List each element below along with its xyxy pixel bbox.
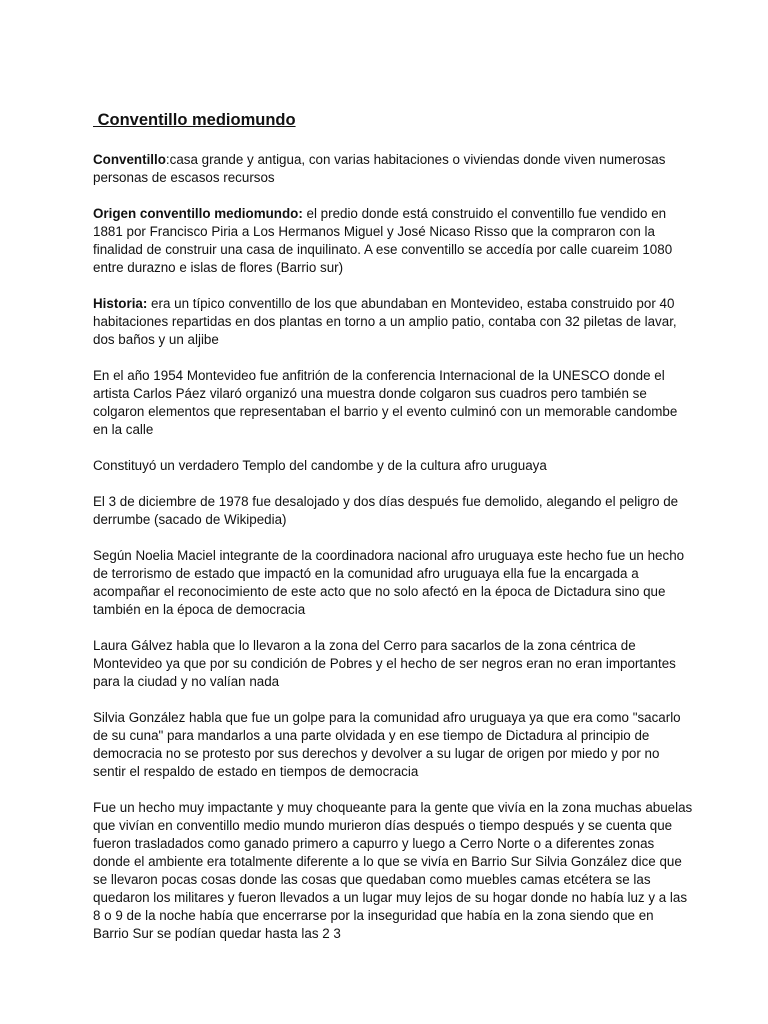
paragraph-templo: Constituyó un verdadero Templo del candombe y de la cultura afro uruguaya: [93, 458, 547, 473]
paragraph-label: Conventillo: [93, 152, 166, 167]
paragraph-label: Historia:: [93, 296, 148, 311]
paragraph-text: :casa grande y antigua, con varias habitaciones o viviendas donde viven numerosas personas de escasos recursos: [93, 152, 666, 185]
paragraph-noelia-maciel: Según Noelia Maciel integrante de la coordinadora nacional afro uruguaya este hecho fue un hecho de terrorismo de estado que impactó en la comunidad afro uruguaya ella fue la encargada a acompañar el reconocimiento de este acto que no solo afectó en la época de Dictadura sino que también en la época de democracia: [93, 548, 685, 617]
paragraph-origin: [93, 205, 693, 277]
document-title: Conventillo mediomundo: [93, 111, 296, 129]
paragraph-unesco: En el año 1954 Montevideo fue anfitrión de la conferencia Internacional de la UNESCO donde el artista Carlos Páez vilaró organizó una muestra donde colgaron sus cuadros pero también se colgaron elementos que representaban el barrio y el evento culminó con un memorable candombe en la calle: [93, 368, 678, 437]
paragraph-text: era un típico conventillo de los que abundaban en Montevideo, estaba construido por 40 habitaciones repartidas en dos plantas en torno a un amplio patio, contaba con 32 piletas de lavar, dos baños y un aljibe: [93, 296, 677, 347]
paragraph-history: [93, 295, 693, 349]
paragraph-desalojo: El 3 de diciembre de 1978 fue desalojado y dos días después fue demolido, alegando el peligro de derrumbe (sacado de Wikipedia): [93, 494, 679, 527]
document-page: [93, 108, 693, 961]
paragraph-impacto: Fue un hecho muy impactante y muy choqueante para la gente que vivía en la zona muchas abuelas que vivían en conventillo medio mundo murieron días después o tiempo después y se cuenta que fueron trasladados como ganado primero a capurro y luego a Cerro Norte o a diferentes zonas donde el ambiente era totalmente diferente a lo que se vivía en Barrio Sur Silvia González dice que se llevaron pocas cosas donde las cosas que quedaban como muebles camas etcétera se las quedaron los militares y fueron llevados a un lugar muy lejos de su hogar donde no había luz y a las 8 o 9 de la noche había que encerrarse por la inseguridad que había en la zona siendo que en Barrio Sur se podían quedar hasta las 2 3: [93, 800, 693, 941]
paragraph-silvia-gonzalez: Silvia González habla que fue un golpe para la comunidad afro uruguaya ya que era como "sacarlo de su cuna" para mandarlos a una parte olvidada y en ese tiempo de Dictadura al principio de democracia no se protesto por sus derechos y devolver a su lugar de origen por miedo y por no sentir el respaldo de estado en tiempos de democracia: [93, 710, 681, 779]
paragraph-label: Origen conventillo mediomundo:: [93, 206, 303, 221]
paragraph-laura-galvez: Laura Gálvez habla que lo llevaron a la zona del Cerro para sacarlos de la zona céntrica de Montevideo ya que por su condición de Pobres y el hecho de ser negros eran no eran importantes para la ciudad y no valían nada: [93, 638, 676, 689]
paragraph-definition: [93, 151, 693, 187]
paragraph-text: el predio donde está construido el conventillo fue vendido en 1881 por Francisco Piria a Los Hermanos Miguel y José Nicaso Risso que la compraron con la finalidad de construir una casa de inquilinato. A ese conventillo se accedía por calle cuareim 1080 entre durazno e islas de flores (Barrio sur): [93, 206, 673, 275]
